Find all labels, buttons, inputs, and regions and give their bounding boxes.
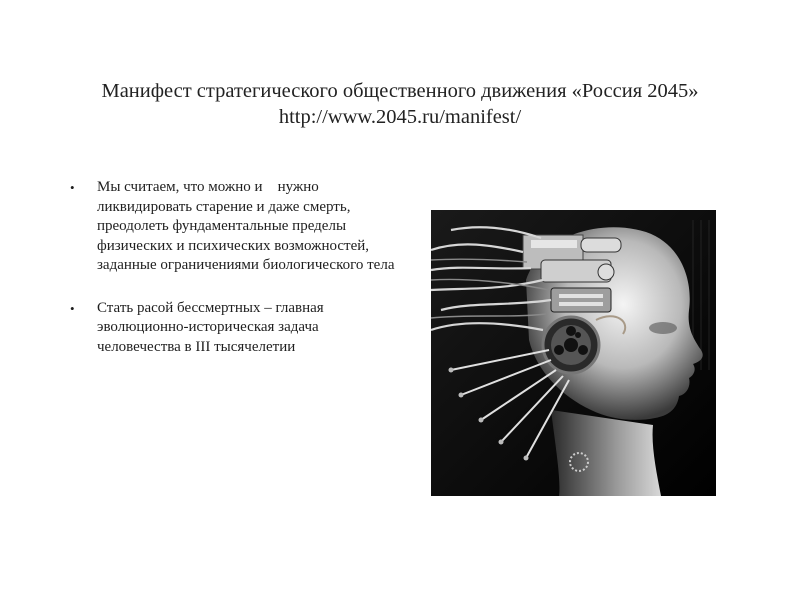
bullet-text: Мы считаем, что можно и нужно ликвидировать старение и даже смерть, преодолеть фундаментальные пределы физических и психических возможностей, заданные ограничениями биологического тела (97, 179, 395, 273)
bullet-marker: • (70, 180, 75, 195)
bullet-item-overcome-death (70, 178, 400, 276)
bullet-text: Стать расой бессмертных – главная эволюционно-историческая задача человечества в III тысячелетии (97, 299, 324, 355)
slide-title-line: Манифест стратегического общественного движения «Россия 2045» (101, 80, 699, 102)
bullet-marker: • (70, 300, 75, 316)
bullet-item-immortal-race (70, 299, 400, 358)
manifest-url: http://www.2045.ru/manifest/ (278, 106, 522, 128)
cyborg-head-illustration-icon (431, 210, 716, 496)
slide-title (40, 78, 760, 130)
cyborg-head-image (431, 210, 716, 496)
bullet-list (70, 178, 400, 380)
